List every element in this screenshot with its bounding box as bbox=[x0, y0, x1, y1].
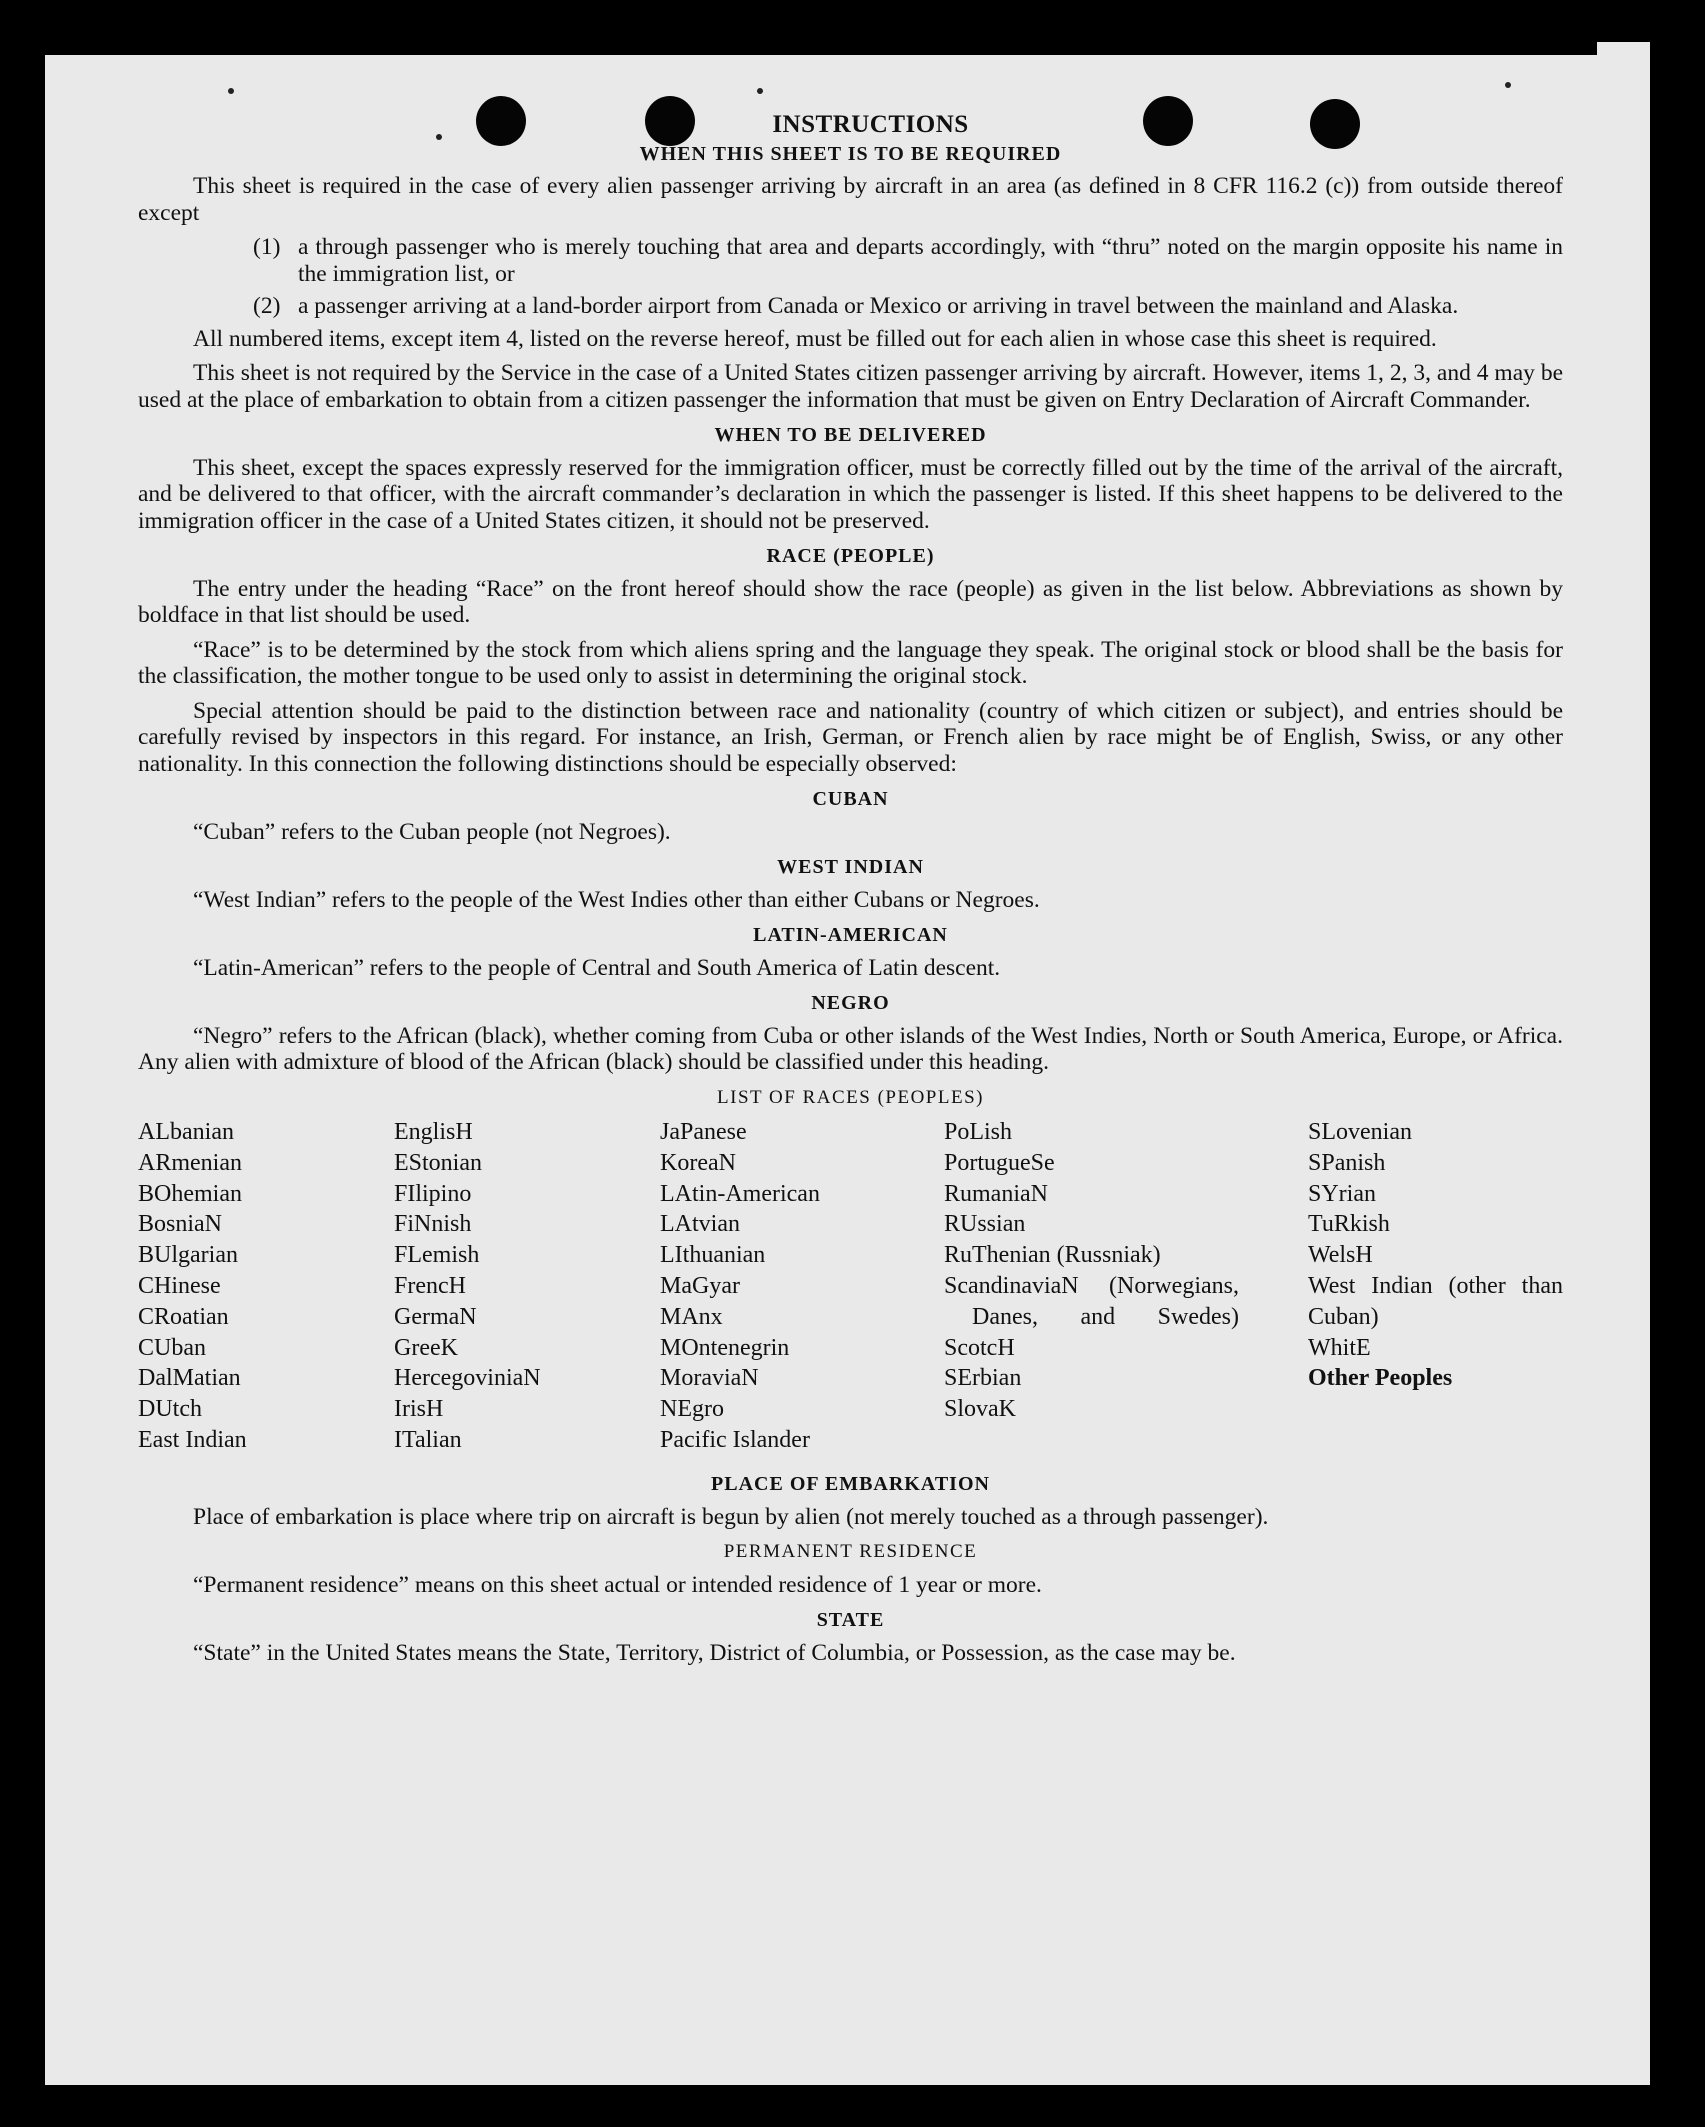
speck bbox=[1505, 82, 1511, 88]
race-item: ScandinaviaN (Norwegians, Danes, and Swedes) bbox=[944, 1272, 1239, 1330]
race-item: East Indian bbox=[138, 1426, 247, 1453]
race-item: LIthuanian bbox=[660, 1242, 766, 1269]
race-item: CHinese bbox=[138, 1272, 221, 1299]
race-item: MOntenegrin bbox=[660, 1334, 790, 1361]
race-item: EStonian bbox=[394, 1149, 482, 1176]
paragraph: “Negro” refers to the African (black), whether coming from Cuba or other islands of the West Indies, North or South America, Europe, or Africa. Any alien with admixture of blood of the African (black) should be classified under this heading. bbox=[138, 1022, 1563, 1075]
race-item: TuRkish bbox=[1308, 1211, 1390, 1238]
race-item: ALbanian bbox=[138, 1119, 234, 1145]
race-item: WelsH bbox=[1308, 1242, 1373, 1269]
paragraph: Place of embarkation is place where trip on aircraft is begun by alien (not merely touched as a through passenger). bbox=[193, 1503, 1269, 1530]
race-item: LAtvian bbox=[660, 1211, 740, 1238]
heading-west-indian: WEST INDIAN bbox=[777, 856, 924, 878]
race-item: BOhemian bbox=[138, 1180, 242, 1207]
race-item: Pacific Islander bbox=[660, 1426, 810, 1453]
paragraph: This sheet is not required by the Service in the case of a United States citizen passenger arriving by aircraft. However, items 1, 2, 3, and 4 may be used at the place of embarkation to obtain from a citizen passenger the information that must be given on Entry Declaration of Aircraft Commander. bbox=[138, 360, 1563, 413]
race-item: PoLish bbox=[944, 1119, 1013, 1145]
race-item: RumaniaN bbox=[944, 1180, 1048, 1207]
heading-negro: NEGRO bbox=[811, 992, 890, 1014]
race-item: DUtch bbox=[138, 1396, 202, 1423]
paragraph: The entry under the heading “Race” on the front hereof should show the race (people) as given in the list below. Abbreviations as shown by boldface in that list should be used. bbox=[138, 575, 1563, 628]
race-item: SErbian bbox=[944, 1365, 1022, 1392]
heading-state: STATE bbox=[816, 1609, 885, 1631]
heading-when-required: WHEN THIS SHEET IS TO BE REQUIRED bbox=[639, 142, 1062, 165]
race-item: CUban bbox=[138, 1334, 206, 1361]
race-item: MoraviaN bbox=[660, 1365, 759, 1392]
paragraph: This sheet, except the spaces expressly reserved for the immigration officer, must be correctly filled out by the time of the arrival of the aircraft, and be delivered to that officer, with the aircraft commander’s declaration in which the passenger is listed. If this sheet happens to be delivered to the immigration officer in the case of a United States citizen, it should not be preserved. bbox=[138, 454, 1563, 534]
race-item: MAnx bbox=[660, 1303, 723, 1330]
race-item: ITalian bbox=[394, 1426, 462, 1453]
race-item: FIlipino bbox=[394, 1180, 472, 1207]
race-column-3 bbox=[660, 1117, 820, 1456]
paragraph: “Cuban” refers to the Cuban people (not Negroes). bbox=[193, 818, 671, 845]
race-list bbox=[138, 1117, 1563, 1462]
race-item: IrisH bbox=[394, 1396, 444, 1423]
race-item: SYrian bbox=[1308, 1180, 1376, 1207]
heading-list-of-races: LIST OF RACES (PEOPLES) bbox=[717, 1086, 984, 1108]
race-item: SlovaK bbox=[944, 1396, 1016, 1423]
paragraph: “Permanent residence” means on this sheet actual or intended residence of 1 year or more. bbox=[193, 1571, 1042, 1598]
race-item: WhitE bbox=[1308, 1334, 1371, 1361]
instructions-document bbox=[138, 112, 1563, 1674]
heading-place-of-embarkation: PLACE OF EMBARKATION bbox=[711, 1473, 990, 1495]
item-text: a passenger arriving at a land-border airport from Canada or Mexico or arriving in travel between the mainland and Alaska. bbox=[298, 293, 1459, 319]
race-item: HercegoviniaN bbox=[394, 1365, 541, 1392]
race-item: PortugueSe bbox=[944, 1149, 1055, 1176]
race-item: Other Peoples bbox=[1308, 1365, 1453, 1392]
race-item: SLovenian bbox=[1308, 1119, 1412, 1145]
race-item: DalMatian bbox=[138, 1365, 241, 1392]
race-item: NEgro bbox=[660, 1396, 724, 1423]
paragraph: “Latin-American” refers to the people of Central and South America of Latin descent. bbox=[193, 954, 1001, 981]
item-text: a through passenger who is merely touching that area and departs accordingly, with “thru” noted on the margin opposite his name in the immigration list, or bbox=[298, 234, 1563, 287]
race-column-5 bbox=[1308, 1117, 1563, 1394]
race-item: LAtin-American bbox=[660, 1180, 820, 1207]
race-item: GermaN bbox=[394, 1303, 477, 1330]
race-item: MaGyar bbox=[660, 1272, 740, 1299]
race-item: GreeK bbox=[394, 1334, 458, 1361]
heading-when-delivered: WHEN TO BE DELIVERED bbox=[714, 424, 987, 446]
heading-permanent-residence: PERMANENT RESIDENCE bbox=[723, 1541, 978, 1562]
paragraph: All numbered items, except item 4, listed on the reverse hereof, must be filled out for each alien in whose case this sheet is required. bbox=[193, 325, 1437, 352]
heading-cuban: CUBAN bbox=[812, 788, 889, 810]
race-item: JaPanese bbox=[660, 1119, 747, 1145]
race-item: FrencH bbox=[394, 1272, 466, 1299]
race-item: SPanish bbox=[1308, 1149, 1386, 1176]
heading-race: RACE (PEOPLE) bbox=[766, 545, 935, 567]
race-item: RuThenian (Russniak) bbox=[944, 1242, 1161, 1269]
paragraph: This sheet is required in the case of every alien passenger arriving by aircraft in an area (as defined in 8 CFR 116.2 (c)) from outside thereof except bbox=[138, 173, 1563, 226]
race-item: ARmenian bbox=[138, 1149, 242, 1176]
speck bbox=[228, 88, 234, 94]
heading-latin-american: LATIN-AMERICAN bbox=[753, 924, 948, 946]
race-column-2 bbox=[394, 1117, 541, 1456]
paragraph: Special attention should be paid to the distinction between race and nationality (country of which citizen or subject), and entries should be carefully revised by inspectors in this regard. For instance, an Irish, German, or French alien by race might be of English, Swiss, or any other nationality. In this connection the following distinctions should be especially observed: bbox=[138, 697, 1563, 777]
race-column-1 bbox=[138, 1117, 247, 1456]
speck bbox=[757, 88, 763, 94]
race-column-4 bbox=[944, 1117, 1239, 1425]
list-item bbox=[138, 234, 1563, 287]
paragraph: “State” in the United States means the State, Territory, District of Columbia, or Possession, as the case may be. bbox=[193, 1639, 1236, 1666]
race-item: BosniaN bbox=[138, 1211, 222, 1238]
list-item bbox=[138, 293, 1563, 320]
race-item: KoreaN bbox=[660, 1149, 736, 1176]
race-item: CRoatian bbox=[138, 1303, 229, 1330]
race-item: FiNnish bbox=[394, 1211, 472, 1238]
item-number: (1) bbox=[253, 234, 281, 260]
page-tab bbox=[1597, 42, 1650, 92]
item-number: (2) bbox=[253, 293, 281, 319]
race-item: West Indian (other than Cuban) bbox=[1308, 1272, 1563, 1330]
race-item: ScotcH bbox=[944, 1334, 1015, 1361]
race-item: RUssian bbox=[944, 1211, 1026, 1238]
page-title: INSTRUCTIONS bbox=[772, 111, 969, 138]
race-item: FLemish bbox=[394, 1242, 480, 1269]
paragraph: “Race” is to be determined by the stock from which aliens spring and the language they speak. The original stock or blood shall be the basis for the classification, the mother tongue to be used only to assist in determining the original stock. bbox=[138, 636, 1563, 689]
race-item: EnglisH bbox=[394, 1119, 473, 1145]
paragraph: “West Indian” refers to the people of the West Indies other than either Cubans or Negroes. bbox=[193, 886, 1040, 913]
race-item: BUlgarian bbox=[138, 1242, 238, 1269]
